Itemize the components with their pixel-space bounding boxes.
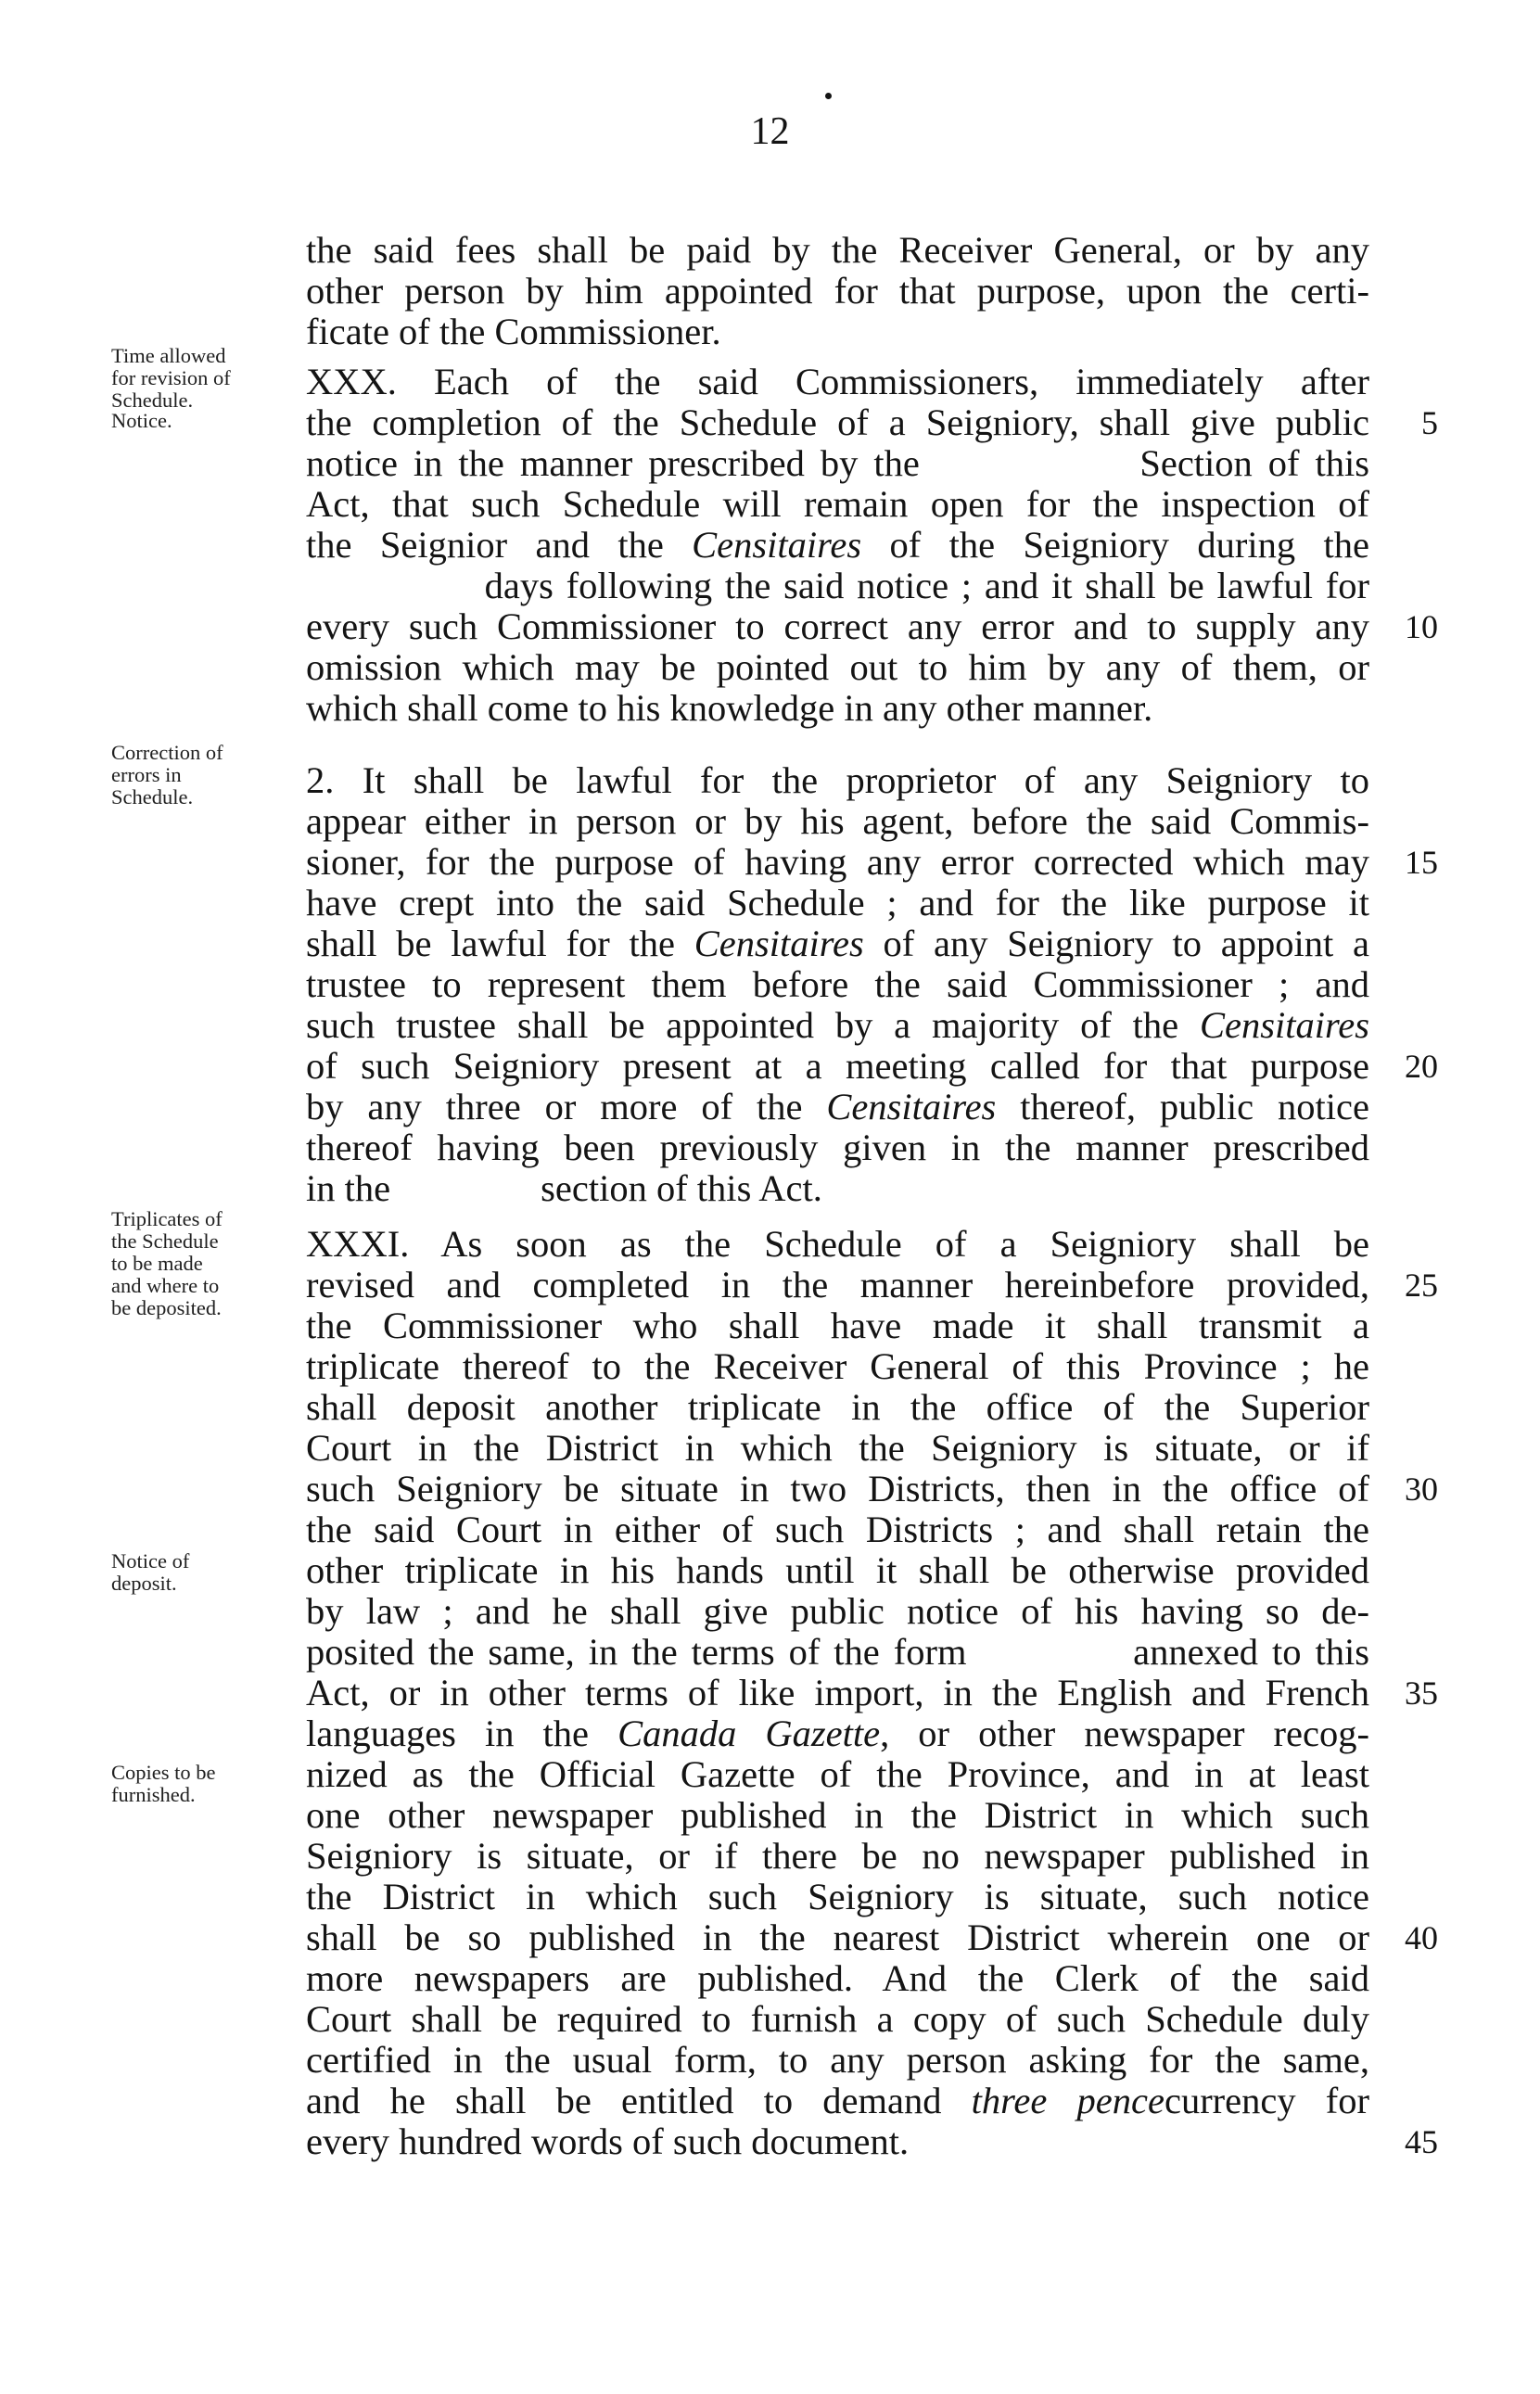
text-line: which shall come to his knowledge in any other manner. bbox=[306, 687, 1153, 729]
text-line: ficate of the Commissioner. bbox=[306, 311, 721, 352]
line-number: 5 bbox=[1421, 404, 1438, 441]
text-line: more newspapers are published. And the Clerk of the said bbox=[306, 1957, 1369, 1999]
sidenote-correction bbox=[111, 742, 306, 809]
text-line: every such Commissioner to correct any error and to supply any bbox=[306, 605, 1369, 647]
page-number: 12 bbox=[750, 110, 790, 153]
sidenote-line: the Schedule bbox=[111, 1229, 219, 1253]
text-line: and he shall be entitled to demand three pencecurrency for bbox=[306, 2080, 1369, 2121]
text-line: Seigniory is situate, or if there be no newspaper published in bbox=[306, 1835, 1369, 1877]
text-line: Act, that such Schedule will remain open for the inspection of bbox=[306, 483, 1369, 525]
text-line: the Commissioner who shall have made it shall transmit a bbox=[306, 1305, 1369, 1346]
text-line: by law ; and he shall give public notice of his having so de- bbox=[306, 1590, 1369, 1632]
text-line: certified in the usual form, to any person asking for the same, bbox=[306, 2039, 1369, 2081]
sidenote-line: Time allowed bbox=[111, 344, 226, 367]
text-line: of such Seigniory present at a meeting called for that purpose bbox=[306, 1045, 1369, 1087]
line-number: 30 bbox=[1405, 1471, 1438, 1508]
text-line: the said Court in either of such Districts ; and shall retain the bbox=[306, 1509, 1369, 1550]
text-line: 2. It shall be lawful for the proprietor of any Seigniory to bbox=[306, 759, 1369, 801]
sidenote-line: Schedule. bbox=[111, 388, 194, 412]
printer-mark bbox=[825, 93, 832, 99]
text-line: shall be lawful for the Censitaires of any Seigniory to appoint a bbox=[306, 923, 1369, 964]
text-line: triplicate thereof to the Receiver General of this Province ; he bbox=[306, 1345, 1369, 1387]
text-line: nized as the Official Gazette of the Province, and in at least bbox=[306, 1753, 1369, 1795]
sidenote-notice bbox=[111, 410, 306, 432]
text-line: languages in the Canada Gazette, or other newspaper recog- bbox=[306, 1713, 1369, 1754]
sidenote-line: Correction of bbox=[111, 741, 223, 764]
sidenote-line: furnished. bbox=[111, 1783, 196, 1806]
sidenote-line: be deposited. bbox=[111, 1296, 222, 1319]
text-line: one other newspaper published in the District in which such bbox=[306, 1794, 1369, 1836]
text-line: sioner, for the purpose of having any error corrected which may bbox=[306, 841, 1369, 883]
text-line: notice in the manner prescribed by the Section of this bbox=[306, 442, 1369, 484]
line-number: 15 bbox=[1405, 844, 1438, 881]
sidenote-line: and where to bbox=[111, 1274, 220, 1297]
sidenote-line: Copies to be bbox=[111, 1761, 216, 1784]
text-line: Act, or in other terms of like import, in the English and French bbox=[306, 1672, 1369, 1713]
text-line: Court shall be required to furnish a copy of such Schedule duly bbox=[306, 1998, 1369, 2040]
text-line: in the section of this Act. bbox=[306, 1167, 822, 1209]
sidenote-line: Schedule. bbox=[111, 785, 194, 809]
text-line: by any three or more of the Censitaires thereof, public notice bbox=[306, 1086, 1369, 1127]
text-line: the completion of the Schedule of a Seigniory, shall give public bbox=[306, 401, 1369, 443]
text-line: other triplicate in his hands until it shall be otherwise provided bbox=[306, 1549, 1369, 1591]
text-line: days following the said notice ; and it shall be lawful for bbox=[306, 565, 1369, 606]
sidenote-line: errors in bbox=[111, 763, 182, 786]
line-number: 10 bbox=[1405, 608, 1438, 645]
text-line: omission which may be pointed out to him by any of them, or bbox=[306, 646, 1369, 688]
text-line: every hundred words of such document. bbox=[306, 2120, 910, 2162]
sidenote-triplicates bbox=[111, 1208, 306, 1319]
text-line: shall be so published in the nearest District wherein one or bbox=[306, 1916, 1369, 1958]
text-line: posited the same, in the terms of the form annexed to this bbox=[306, 1631, 1369, 1673]
text-line: appear either in person or by his agent, before the said Commis- bbox=[306, 800, 1369, 842]
sidenote-line: to be made bbox=[111, 1252, 203, 1275]
text-line: XXX. Each of the said Commissioners, immediately after bbox=[306, 361, 1369, 402]
text-line: the Seignior and the Censitaires of the Seigniory during the bbox=[306, 524, 1369, 566]
sidenote-line: deposit. bbox=[111, 1572, 177, 1595]
text-line: the District in which such Seigniory is situate, such notice bbox=[306, 1876, 1369, 1917]
sidenote-line: for revision of bbox=[111, 366, 231, 389]
text-line: other person by him appointed for that purpose, upon the certi- bbox=[306, 270, 1369, 312]
text-line: revised and completed in the manner hereinbefore provided, bbox=[306, 1264, 1369, 1305]
line-number: 35 bbox=[1405, 1675, 1438, 1712]
text-line: such trustee shall be appointed by a majority of the Censitaires bbox=[306, 1004, 1369, 1046]
line-number: 45 bbox=[1405, 2123, 1438, 2160]
sidenote-line: Notice of bbox=[111, 1549, 190, 1573]
text-line: shall deposit another triplicate in the office of the Superior bbox=[306, 1386, 1369, 1428]
sidenote-notice-of-deposit bbox=[111, 1550, 306, 1595]
sidenote-copies bbox=[111, 1762, 306, 1806]
sidenote-line: Triplicates of bbox=[111, 1207, 223, 1230]
text-line: Court in the District in which the Seigniory is situate, or if bbox=[306, 1427, 1369, 1469]
text-line: have crept into the said Schedule ; and for the like purpose it bbox=[306, 882, 1369, 923]
text-line: the said fees shall be paid by the Receiver General, or by any bbox=[306, 229, 1369, 271]
text-line: trustee to represent them before the said Commissioner ; and bbox=[306, 963, 1369, 1005]
text-line: such Seigniory be situate in two Districts, then in the office of bbox=[306, 1468, 1369, 1509]
line-number: 40 bbox=[1405, 1919, 1438, 1956]
sidenote-line: Notice. bbox=[111, 409, 172, 432]
sidenote-time-allowed bbox=[111, 345, 306, 412]
line-number: 25 bbox=[1405, 1267, 1438, 1304]
text-line: XXXI. As soon as the Schedule of a Seigniory shall be bbox=[306, 1223, 1369, 1265]
text-line: thereof having been previously given in the manner prescribed bbox=[306, 1127, 1369, 1168]
line-number: 20 bbox=[1405, 1048, 1438, 1085]
